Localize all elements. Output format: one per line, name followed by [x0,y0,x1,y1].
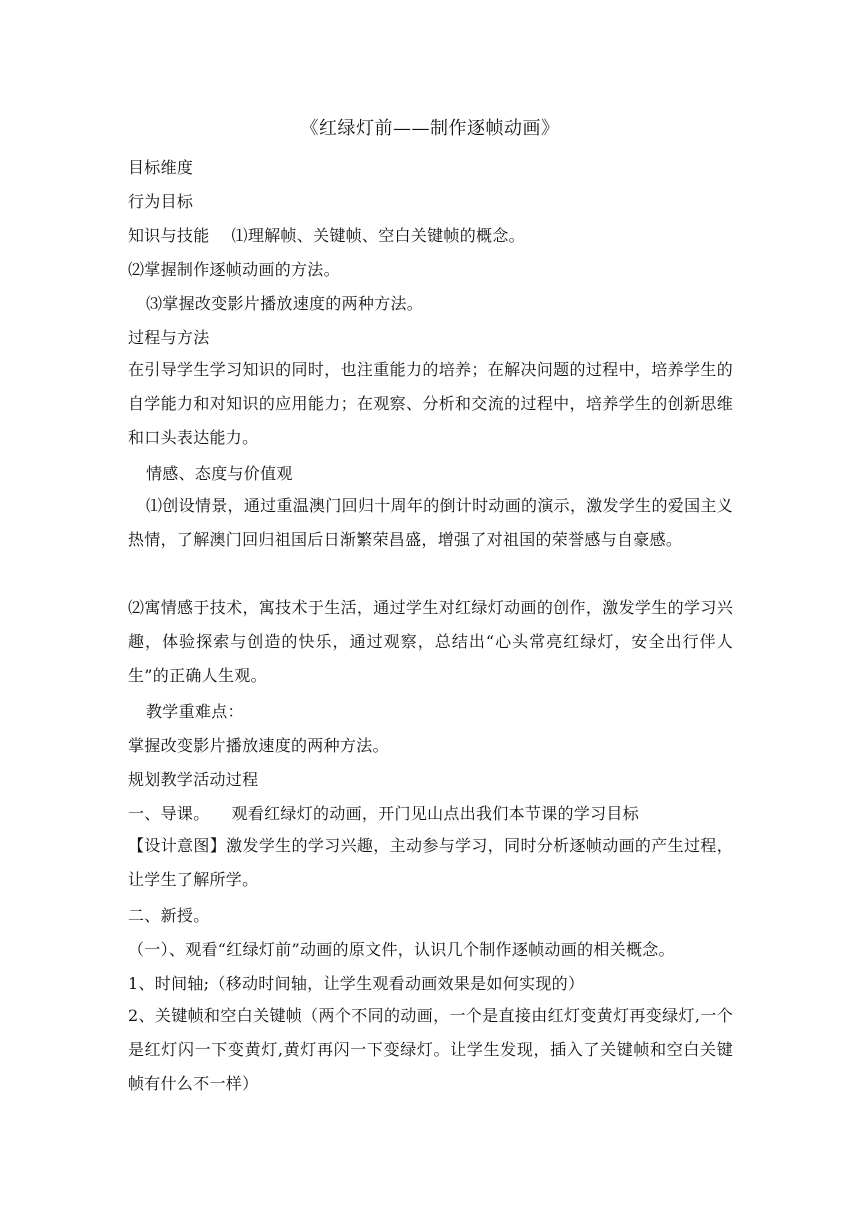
new-lesson-item-1: （一）、观看“红绿灯前”动画的原文件，认识几个制作逐帧动画的相关概念。 [128,940,675,959]
heading-process-method: 过程与方法 [128,328,210,347]
heading-key-points: 教学重难点： [146,702,244,721]
heading-goal-dimension: 目标维度 [128,158,194,177]
emotion-paragraph-1: ⑴创设情景，通过重温澳门回归十周年的倒计时动画的演示，激发学生的爱国主义热情，了解澳门回归祖国后日渐繁荣昌盛，增强了对祖国的荣誉感与自豪感。 [128,496,733,549]
keyframe-paragraph: 2、关键帧和空白关键帧（两个不同的动画，一个是直接由红灯变黄灯再变绿灯,一个是红灯闪一下变黄灯,黄灯再闪一下变绿灯。让学生发现，插入了关键帧和空白关键帧有什么不一样） [128,1006,733,1093]
knowledge-skills-item-2: ⑵掌握制作逐帧动画的方法。 [128,260,340,279]
heading-new-lesson: 二、新授。 [128,906,210,925]
heading-behavior-goal: 行为目标 [128,192,194,211]
emotion-paragraph-2: ⑵寓情感于技术，寓技术于生活，通过学生对红绿灯动画的创作，激发学生的学习兴趣，体验探索与创造的快乐，通过观察，总结出“心头常亮红绿灯，安全出行伴人生”的正确人生观。 [128,598,733,685]
design-intent-paragraph: 【设计意图】激发学生的学习兴趣，主动参与学习，同时分析逐帧动画的产生过程，让学生了解所学。 [128,836,733,889]
timeline-item: 1、时间轴;（移动时间轴，让学生观看动画效果是如何实现的） [128,974,585,993]
knowledge-skills-item-1: ⑴理解帧、关键帧、空白关键帧的概念。 [231,226,525,245]
intro-label: 一、导课。 [128,804,210,823]
knowledge-skills-line [128,224,525,248]
process-method-paragraph: 在引导学生学习知识的同时，也注重能力的培养；在解决问题的过程中，培养学生的自学能力和对知识的应用能力；在观察、分析和交流的过程中，培养学生的创新思维和口头表达能力。 [128,360,733,447]
key-points-text: 掌握改变影片播放速度的两种方法。 [128,736,389,755]
heading-emotion-attitude: 情感、态度与价值观 [146,464,293,483]
heading-activity-process: 规划教学活动过程 [128,770,259,789]
intro-line [128,802,639,826]
document-title: 《红绿灯前——制作逐帧动画》 [300,118,560,139]
knowledge-skills-item-3: ⑶掌握改变影片播放速度的两种方法。 [146,294,424,313]
knowledge-skills-label: 知识与技能 [128,226,210,245]
intro-text: 观看红绿灯的动画，开门见山点出我们本节课的学习目标 [231,804,640,823]
